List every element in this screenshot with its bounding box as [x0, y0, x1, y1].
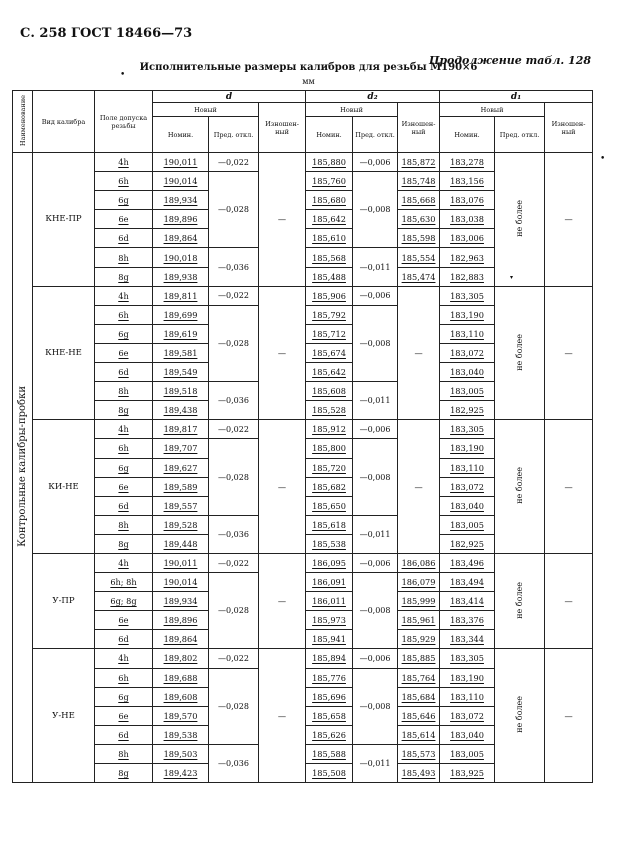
d2-worn: 185,764	[398, 668, 440, 687]
d2-worn: 185,646	[398, 706, 440, 725]
d-nominal: 189,608	[153, 687, 209, 706]
d2-deviation: —0,008	[353, 305, 398, 381]
d-nominal: 189,518	[153, 382, 209, 401]
d2-nominal: 185,642	[306, 363, 353, 382]
d-nominal: 189,802	[153, 649, 209, 668]
tolerance-field: 6g	[95, 324, 153, 343]
d2-nominal: 185,941	[306, 630, 353, 649]
tolerance-field: 6h	[95, 172, 153, 191]
d-deviation: —0,036	[209, 744, 259, 782]
d2-nominal: 185,610	[306, 229, 353, 248]
col-d2-worn: Изношен-ный	[398, 103, 440, 153]
d2-worn: 185,614	[398, 725, 440, 744]
d2-worn: 186,086	[398, 553, 440, 572]
gauge-dimensions-table	[12, 90, 593, 783]
d2-deviation: —0,006	[353, 553, 398, 572]
d2-nominal: 185,642	[306, 210, 353, 229]
tolerance-field: 8h	[95, 744, 153, 763]
d-deviation: —0,022	[209, 286, 259, 305]
d2-deviation: —0,011	[353, 248, 398, 286]
d2-deviation: —0,011	[353, 744, 398, 782]
d1-nominal: 183,005	[440, 515, 495, 534]
d2-nominal: 185,776	[306, 668, 353, 687]
small-mark: ▾	[510, 274, 514, 281]
d2-nominal: 185,682	[306, 477, 353, 496]
col-d-pred: Пред. откл.	[209, 117, 259, 153]
d-nominal: 189,503	[153, 744, 209, 763]
col-d1-worn: Изношен-ный	[545, 103, 593, 153]
d2-deviation: —0,011	[353, 515, 398, 553]
tolerance-field: 4h	[95, 649, 153, 668]
d1-nominal: 183,376	[440, 611, 495, 630]
tolerance-field: 6d	[95, 725, 153, 744]
d2-nominal: 185,696	[306, 687, 353, 706]
d2-nominal: 185,568	[306, 248, 353, 267]
d1-nominal: 183,344	[440, 630, 495, 649]
d1-nominal: 183,040	[440, 496, 495, 515]
d2-deviation: —0,011	[353, 382, 398, 420]
d2-deviation: —0,006	[353, 286, 398, 305]
d1-note: не более	[495, 649, 545, 783]
d1-nominal: 183,496	[440, 553, 495, 572]
d1-nominal: 183,190	[440, 668, 495, 687]
d2-nominal: 186,095	[306, 553, 353, 572]
d-nominal: 189,557	[153, 496, 209, 515]
d-nominal: 189,423	[153, 764, 209, 783]
d-nominal: 190,014	[153, 172, 209, 191]
d1-nominal: 183,110	[440, 458, 495, 477]
col-d: d	[153, 91, 306, 103]
d-worn: —	[259, 649, 306, 783]
tolerance-field: 6g	[95, 687, 153, 706]
d2-deviation: —0,008	[353, 439, 398, 515]
d-nominal: 190,011	[153, 153, 209, 172]
d2-nominal: 185,792	[306, 305, 353, 324]
d1-nominal: 183,005	[440, 744, 495, 763]
d1-note: не более	[495, 286, 545, 420]
d2-nominal: 185,488	[306, 267, 353, 286]
d-deviation: —0,022	[209, 649, 259, 668]
d2-nominal: 185,760	[306, 172, 353, 191]
d2-deviation: —0,008	[353, 668, 398, 744]
d2-deviation: —0,006	[353, 420, 398, 439]
d2-worn: 185,961	[398, 611, 440, 630]
d-nominal: 189,896	[153, 611, 209, 630]
d2-deviation: —0,008	[353, 573, 398, 649]
unit-label: мм	[302, 77, 315, 86]
tolerance-field: 6d	[95, 363, 153, 382]
d1-worn: —	[545, 420, 593, 554]
d2-nominal: 185,674	[306, 343, 353, 362]
d-deviation: —0,022	[209, 153, 259, 172]
d-nominal: 189,864	[153, 229, 209, 248]
table-row	[13, 553, 593, 572]
tolerance-field: 4h	[95, 286, 153, 305]
d1-nominal: 183,414	[440, 592, 495, 611]
col-d2: d₂	[306, 91, 440, 103]
d-deviation: —0,028	[209, 668, 259, 744]
d-nominal: 189,448	[153, 534, 209, 553]
d1-worn: —	[545, 553, 593, 648]
table-row	[13, 649, 593, 668]
tolerance-field: 6h	[95, 439, 153, 458]
d2-nominal: 185,538	[306, 534, 353, 553]
d-nominal: 189,896	[153, 210, 209, 229]
d-nominal: 189,688	[153, 668, 209, 687]
d2-nominal: 186,091	[306, 573, 353, 592]
d-nominal: 189,570	[153, 706, 209, 725]
d2-worn: 185,748	[398, 172, 440, 191]
tolerance-field: 8g	[95, 534, 153, 553]
tolerance-field: 6g; 8g	[95, 592, 153, 611]
d1-nominal: 182,883	[440, 267, 495, 286]
d2-worn: 185,573	[398, 744, 440, 763]
d2-nominal: 185,912	[306, 420, 353, 439]
col-vid: Вид калибра	[33, 91, 95, 153]
d2-nominal: 185,508	[306, 764, 353, 783]
d1-worn: —	[545, 286, 593, 420]
d1-nominal: 183,156	[440, 172, 495, 191]
d-deviation: —0,022	[209, 553, 259, 572]
col-d-worn: Изношен-ный	[259, 103, 306, 153]
d1-worn: —	[545, 153, 593, 287]
d1-nominal: 183,072	[440, 706, 495, 725]
d1-note: не более	[495, 153, 545, 287]
table-title: Исполнительные размеры калибров для резьбы М190×6	[139, 62, 478, 73]
d-deviation: —0,036	[209, 382, 259, 420]
d-worn: —	[259, 153, 306, 287]
d2-nominal: 185,650	[306, 496, 353, 515]
d-nominal: 189,864	[153, 630, 209, 649]
d1-nominal: 183,278	[440, 153, 495, 172]
col-d1-pred: Пред. откл.	[495, 117, 545, 153]
d-nominal: 189,699	[153, 305, 209, 324]
d-worn: —	[259, 553, 306, 648]
col-d-new: Новый	[153, 103, 259, 117]
d1-nominal: 183,190	[440, 439, 495, 458]
d-nominal: 189,581	[153, 343, 209, 362]
col-pole: Поле допуска резьбы	[95, 91, 153, 153]
d2-nominal: 185,720	[306, 458, 353, 477]
gauge-type: У-НЕ	[33, 649, 95, 783]
page-header: С. 258 ГОСТ 18466—73	[20, 26, 193, 41]
col-d2-new: Новый	[306, 103, 398, 117]
tolerance-field: 6e	[95, 343, 153, 362]
d2-deviation: —0,006	[353, 153, 398, 172]
gauge-type: У-ПР	[33, 553, 95, 648]
d1-nominal: 183,494	[440, 573, 495, 592]
d2-worn: 185,554	[398, 248, 440, 267]
table-row	[13, 286, 593, 305]
d1-nominal: 183,110	[440, 324, 495, 343]
d1-nominal: 183,190	[440, 305, 495, 324]
d-nominal: 189,934	[153, 592, 209, 611]
d1-nominal: 183,925	[440, 764, 495, 783]
d1-nominal: 183,040	[440, 363, 495, 382]
d-nominal: 189,627	[153, 458, 209, 477]
col-d1-nom: Номин.	[440, 117, 495, 153]
tolerance-field: 6h	[95, 668, 153, 687]
d-deviation: —0,028	[209, 439, 259, 515]
d-nominal: 189,707	[153, 439, 209, 458]
tolerance-field: 8g	[95, 764, 153, 783]
d2-nominal: 185,528	[306, 401, 353, 420]
d1-nominal: 183,305	[440, 286, 495, 305]
bullet-mark: •	[600, 154, 606, 164]
d-deviation: —0,028	[209, 305, 259, 381]
d2-worn: 185,630	[398, 210, 440, 229]
d-nominal: 189,589	[153, 477, 209, 496]
tolerance-field: 8h	[95, 248, 153, 267]
d1-nominal: 182,925	[440, 534, 495, 553]
d-nominal: 189,549	[153, 363, 209, 382]
d-nominal: 189,817	[153, 420, 209, 439]
col-d2-nom: Номин.	[306, 117, 353, 153]
d-deviation: —0,036	[209, 515, 259, 553]
d-nominal: 189,811	[153, 286, 209, 305]
tolerance-field: 6h	[95, 305, 153, 324]
tolerance-field: 8h	[95, 382, 153, 401]
d1-worn: —	[545, 649, 593, 783]
d-deviation: —0,022	[209, 420, 259, 439]
d1-nominal: 183,305	[440, 420, 495, 439]
table-row	[13, 153, 593, 172]
d1-nominal: 183,305	[440, 649, 495, 668]
d2-worn: 185,929	[398, 630, 440, 649]
d2-nominal: 185,712	[306, 324, 353, 343]
d2-nominal: 185,588	[306, 744, 353, 763]
tolerance-field: 6e	[95, 611, 153, 630]
d-nominal: 189,619	[153, 324, 209, 343]
tolerance-field: 6h; 8h	[95, 573, 153, 592]
d2-nominal: 185,626	[306, 725, 353, 744]
d2-worn: 185,999	[398, 592, 440, 611]
gauge-type: КНЕ-ПР	[33, 153, 95, 287]
d2-worn: 185,598	[398, 229, 440, 248]
d2-deviation: —0,006	[353, 649, 398, 668]
tolerance-field: 6e	[95, 706, 153, 725]
d-nominal: 190,011	[153, 553, 209, 572]
d2-worn: 185,684	[398, 687, 440, 706]
d-worn: —	[259, 286, 306, 420]
gauge-type: КИ-НЕ	[33, 420, 95, 554]
d2-nominal: 185,618	[306, 515, 353, 534]
tolerance-field: 8g	[95, 401, 153, 420]
gauge-type: КНЕ-НЕ	[33, 286, 95, 420]
d-nominal: 189,934	[153, 191, 209, 210]
d1-note: не более	[495, 553, 545, 648]
col-d1-new: Новый	[440, 103, 545, 117]
d2-nominal: 185,894	[306, 649, 353, 668]
table-continuation: Продолжение табл. 128	[428, 54, 591, 67]
d1-nominal: 183,072	[440, 477, 495, 496]
d2-nominal: 185,906	[306, 286, 353, 305]
d-worn: —	[259, 420, 306, 554]
d-nominal: 190,018	[153, 248, 209, 267]
tolerance-field: 6e	[95, 210, 153, 229]
d2-worn: 186,079	[398, 573, 440, 592]
d2-nominal: 186,011	[306, 592, 353, 611]
d2-worn: 185,493	[398, 764, 440, 783]
d2-worn: 185,474	[398, 267, 440, 286]
d-nominal: 189,538	[153, 725, 209, 744]
group-label: Контрольные калибры-пробки	[13, 153, 33, 783]
d2-nominal: 185,608	[306, 382, 353, 401]
d2-worn: 185,885	[398, 649, 440, 668]
d1-nominal: 183,072	[440, 343, 495, 362]
d-deviation: —0,028	[209, 172, 259, 248]
tolerance-field: 6d	[95, 630, 153, 649]
tolerance-field: 4h	[95, 420, 153, 439]
tolerance-field: 6g	[95, 458, 153, 477]
tolerance-field: 6e	[95, 477, 153, 496]
d2-nominal: 185,880	[306, 153, 353, 172]
d2-nominal: 185,800	[306, 439, 353, 458]
d1-nominal: 183,006	[440, 229, 495, 248]
d1-nominal: 183,076	[440, 191, 495, 210]
tolerance-field: 6d	[95, 496, 153, 515]
col-d-nom: Номин.	[153, 117, 209, 153]
tolerance-field: 8g	[95, 267, 153, 286]
d1-nominal: 182,963	[440, 248, 495, 267]
d2-worn: 185,872	[398, 153, 440, 172]
d-deviation: —0,028	[209, 573, 259, 649]
d2-nominal: 185,658	[306, 706, 353, 725]
tolerance-field: 4h	[95, 553, 153, 572]
col-d1: d₁	[440, 91, 593, 103]
tolerance-field: 8h	[95, 515, 153, 534]
d1-nominal: 182,925	[440, 401, 495, 420]
tolerance-field: 6g	[95, 191, 153, 210]
d2-nominal: 185,973	[306, 611, 353, 630]
d-deviation: —0,036	[209, 248, 259, 286]
d-nominal: 190,014	[153, 573, 209, 592]
d2-nominal: 185,680	[306, 191, 353, 210]
col-d2-pred: Пред. откл.	[353, 117, 398, 153]
d1-nominal: 183,040	[440, 725, 495, 744]
d1-nominal: 183,005	[440, 382, 495, 401]
d1-nominal: 183,110	[440, 687, 495, 706]
d2-worn: 185,668	[398, 191, 440, 210]
top-mark: •	[120, 70, 126, 80]
d1-note: не более	[495, 420, 545, 554]
d-nominal: 189,938	[153, 267, 209, 286]
d-nominal: 189,528	[153, 515, 209, 534]
table-row	[13, 420, 593, 439]
d1-nominal: 183,038	[440, 210, 495, 229]
d2-worn: —	[398, 286, 440, 420]
tolerance-field: 6d	[95, 229, 153, 248]
col-naim: Наименование	[13, 91, 33, 153]
d-nominal: 189,438	[153, 401, 209, 420]
d2-deviation: —0,008	[353, 172, 398, 248]
tolerance-field: 4h	[95, 153, 153, 172]
d2-worn: —	[398, 420, 440, 554]
